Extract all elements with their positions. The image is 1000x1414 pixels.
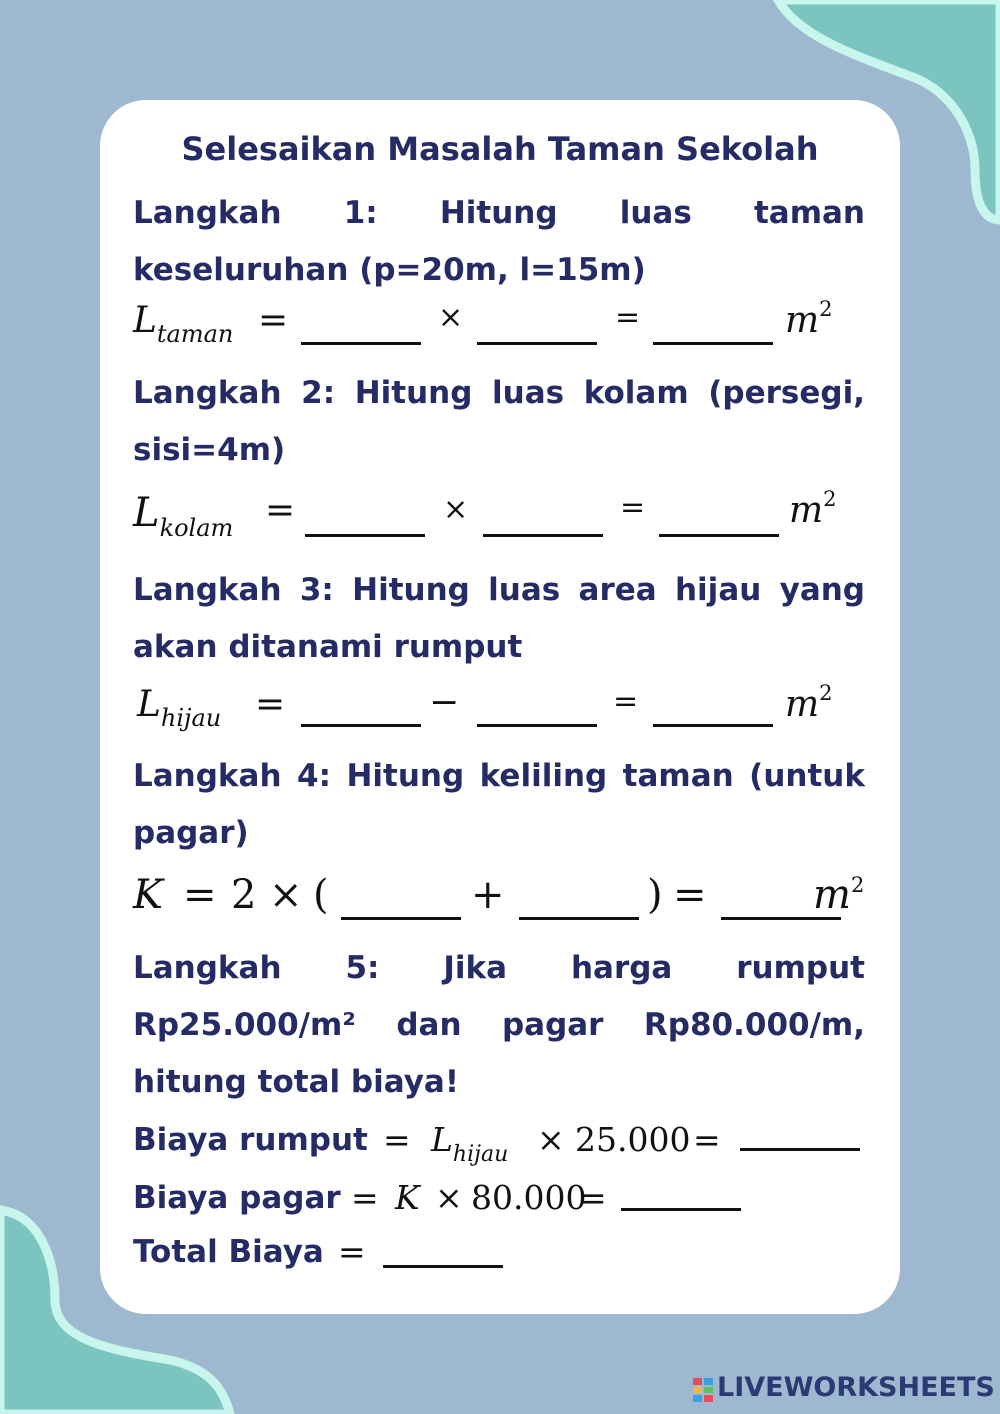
- equals-sign: =: [258, 300, 289, 341]
- equals-sign-2: =: [615, 300, 641, 335]
- equals-sign-2: =: [579, 1178, 607, 1217]
- step-4-text: Langkah 4: Hitung keliling taman (untuk pagar): [133, 758, 865, 851]
- grass-area-variable: $L_{hijau}$: [431, 1120, 509, 1167]
- factor-two: 2: [231, 872, 257, 918]
- cost-line-rumput: [133, 1120, 873, 1170]
- step-3-text: Langkah 3: Hitung luas area hijau yang akan ditanami rumput: [133, 572, 865, 665]
- equals-sign-2: =: [613, 684, 639, 719]
- times-sign: ×: [269, 872, 303, 918]
- right-paren: ): [647, 872, 663, 918]
- cost-rumput-label: Biaya rumput: [133, 1122, 368, 1158]
- cost-line-total: [133, 1232, 873, 1282]
- answer-blank-2[interactable]: [519, 917, 639, 920]
- plus-sign: +: [471, 872, 505, 918]
- formula-variable: $L_{taman}$: [133, 300, 234, 348]
- answer-blank-1[interactable]: [341, 917, 461, 920]
- answer-blank-1[interactable]: [301, 342, 421, 345]
- equals-sign: =: [183, 872, 217, 918]
- step-1-text: Langkah 1: Hitung luas taman keseluruhan (p=20m, l=15m): [133, 195, 865, 288]
- minus-sign: −: [429, 682, 460, 723]
- step-1-formula: [133, 297, 873, 360]
- times-sign: ×: [435, 1178, 463, 1217]
- unit-label: $m^2$: [785, 297, 833, 341]
- answer-blank-3[interactable]: [653, 342, 773, 345]
- times-sign: ×: [537, 1120, 565, 1159]
- grass-price: 25.000: [575, 1120, 691, 1159]
- equals-sign-2: =: [673, 872, 707, 918]
- liveworksheets-logo-icon: [693, 1378, 713, 1402]
- left-paren: (: [313, 872, 329, 918]
- answer-blank-1[interactable]: [301, 724, 421, 727]
- answer-blank-3[interactable]: [653, 724, 773, 727]
- equals-sign-2: =: [620, 490, 646, 525]
- perimeter-variable: K: [133, 872, 163, 918]
- perimeter-variable: K: [395, 1178, 420, 1217]
- answer-blank-pagar[interactable]: [621, 1208, 741, 1211]
- answer-blank-2[interactable]: [483, 534, 603, 537]
- fence-price: 80.000: [471, 1178, 587, 1217]
- brand-name: LIVEWORKSHEETS: [717, 1372, 995, 1403]
- equals-sign: =: [265, 490, 296, 531]
- unit-label: $m^2$: [785, 681, 833, 725]
- formula-variable: $L_{kolam}$: [133, 490, 234, 542]
- equals-sign: =: [255, 684, 286, 725]
- equals-sign: =: [338, 1232, 366, 1271]
- answer-blank-2[interactable]: [477, 342, 597, 345]
- cost-pagar-label: Biaya pagar: [133, 1180, 341, 1216]
- answer-blank-total[interactable]: [383, 1265, 503, 1268]
- times-sign: ×: [438, 300, 464, 335]
- cost-line-pagar: [133, 1178, 873, 1228]
- unit-label: $m^2$: [789, 487, 837, 531]
- step-3-formula: [133, 681, 873, 744]
- unit-label: $m^2$: [813, 872, 865, 918]
- equals-sign: =: [383, 1120, 411, 1159]
- step-2-formula: [133, 487, 873, 550]
- step-4-formula: [133, 872, 873, 932]
- step-2-text: Langkah 2: Hitung luas kolam (persegi, sisi=4m): [133, 375, 865, 468]
- answer-blank-2[interactable]: [477, 724, 597, 727]
- equals-sign-2: =: [693, 1120, 721, 1159]
- step-5-text: Langkah 5: Jika harga rumput Rp25.000/m² dan pagar Rp80.000/m, hitung total biaya!: [133, 950, 865, 1100]
- answer-blank-rumput[interactable]: [740, 1148, 860, 1151]
- formula-variable: $L_{hijau}$: [137, 684, 222, 732]
- times-sign: ×: [443, 492, 469, 527]
- total-cost-label: Total Biaya: [133, 1234, 324, 1270]
- answer-blank-1[interactable]: [305, 534, 425, 537]
- page-title: Selesaikan Masalah Taman Sekolah: [181, 130, 819, 168]
- answer-blank-3[interactable]: [659, 534, 779, 537]
- equals-sign: =: [351, 1178, 379, 1217]
